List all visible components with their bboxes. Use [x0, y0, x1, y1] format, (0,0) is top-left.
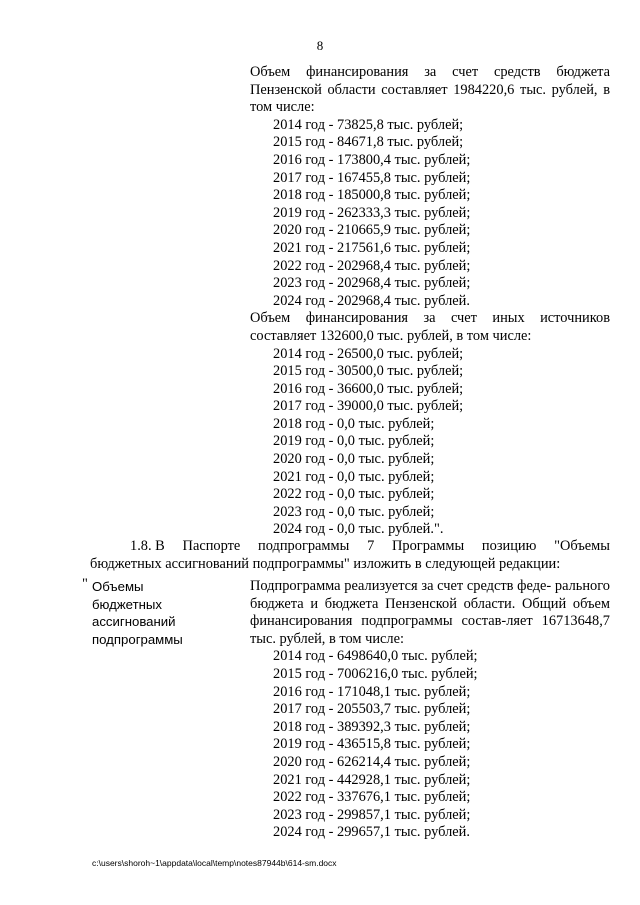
position-label — [92, 578, 232, 648]
subprogram-year-line: 2015 год - 7006216,0 тыс. рублей; — [273, 665, 478, 682]
instruction-line-1 — [90, 538, 610, 556]
budget-year-line: 2024 год - 202968,4 тыс. рублей. — [273, 292, 470, 309]
page-number: 8 — [316, 38, 324, 53]
opening-quote-mark: " — [82, 576, 88, 592]
subprogram-year-line: 2022 год - 337676,1 тыс. рублей; — [273, 789, 471, 806]
other-sources-year-line: 2014 год - 26500,0 тыс. рублей; — [273, 345, 464, 362]
other-sources-year-line: 2020 год - 0,0 тыс. рублей; — [273, 451, 435, 468]
instruction-word: Паспорте — [182, 538, 241, 554]
budget-year-line: 2017 год - 167455,8 тыс. рублей; — [273, 169, 471, 186]
budget-year-line: 2021 год - 217561,6 тыс. рублей; — [273, 239, 471, 256]
subprogram-financing-intro: Подпрограмма реализуется за счет средств феде- рального бюджета и бюджета Пензенской области. Общий объем финансирования подпрограммы состав-ляет 16713648,7 тыс. рублей, в том числе: — [250, 578, 610, 647]
budget-year-line: 2019 год - 262333,3 тыс. рублей; — [273, 204, 471, 221]
subprogram-year-line: 2018 год - 389392,3 тыс. рублей; — [273, 718, 471, 735]
amendment-instruction — [90, 538, 610, 573]
subprogram-year-line: 2023 год - 299857,1 тыс. рублей; — [273, 806, 471, 823]
position-label-line: Объемы — [92, 579, 144, 594]
subprogram-year-line: 2019 год - 436515,8 тыс. рублей; — [273, 736, 471, 753]
budget-year-line: 2015 год - 84671,8 тыс. рублей; — [273, 134, 464, 151]
instruction-word: "Объемы — [554, 538, 610, 554]
instruction-word: 1.8. В — [130, 538, 165, 554]
position-label-line: подпрограммы — [92, 631, 183, 647]
subprogram-financing-block — [250, 578, 610, 842]
other-sources-year-line: 2016 год - 36600,0 тыс. рублей; — [273, 380, 464, 397]
subprogram-year-line: 2024 год - 299657,1 тыс. рублей. — [273, 824, 470, 841]
other-sources-year-line: 2017 год - 39000,0 тыс. рублей; — [273, 398, 464, 415]
subprogram-year-line: 2017 год - 205503,7 тыс. рублей; — [273, 701, 471, 718]
other-sources-years-list — [250, 346, 610, 540]
budget-year-line: 2023 год - 202968,4 тыс. рублей; — [273, 275, 471, 292]
position-label-line: бюджетных — [92, 596, 162, 612]
position-label-line: ассигнований — [92, 614, 176, 630]
budget-financing-block — [250, 64, 610, 539]
budget-financing-intro: Объем финансирования за счет средств бюджета Пензенской области составляет 1984220,6 тыс. рублей, в том числе: — [250, 64, 610, 116]
subprogram-year-line: 2021 год - 442928,1 тыс. рублей; — [273, 771, 471, 788]
budget-year-line: 2016 год - 173800,4 тыс. рублей; — [273, 151, 471, 168]
instruction-word: 7 — [367, 538, 375, 554]
instruction-word: Программы — [392, 538, 465, 554]
other-sources-year-line: 2019 год - 0,0 тыс. рублей; — [273, 433, 435, 450]
other-sources-year-line: 2024 год - 0,0 тыс. рублей.". — [273, 521, 444, 538]
budget-year-line: 2020 год - 210665,9 тыс. рублей; — [273, 222, 471, 239]
instruction-line-2: бюджетных ассигнований подпрограммы" изложить в следующей редакции: — [90, 555, 561, 572]
subprogram-years-list — [250, 648, 610, 842]
subprogram-year-line: 2014 год - 6498640,0 тыс. рублей; — [273, 648, 478, 665]
budget-year-line: 2018 год - 185000,8 тыс. рублей; — [273, 187, 471, 204]
other-sources-year-line: 2015 год - 30500,0 тыс. рублей; — [273, 363, 464, 380]
budget-year-line: 2022 год - 202968,4 тыс. рублей; — [273, 257, 471, 274]
subprogram-year-line: 2016 год - 171048,1 тыс. рублей; — [273, 683, 471, 700]
instruction-word: подпрограммы — [258, 538, 350, 554]
other-sources-year-line: 2021 год - 0,0 тыс. рублей; — [273, 468, 435, 485]
other-sources-intro: Объем финансирования за счет иных источников составляет 132600,0 тыс. рублей, в том числе: — [250, 310, 610, 344]
budget-years-list — [250, 117, 610, 311]
footer-file-path: c:\users\shoroh~1\appdata\local\temp\notes87944b\614-sm.docx — [92, 858, 337, 868]
instruction-word: позицию — [481, 538, 537, 554]
subprogram-year-line: 2020 год - 626214,4 тыс. рублей; — [273, 753, 471, 770]
other-sources-year-line: 2023 год - 0,0 тыс. рублей; — [273, 503, 435, 520]
budget-year-line: 2014 год - 73825,8 тыс. рублей; — [273, 116, 464, 133]
other-sources-year-line: 2018 год - 0,0 тыс. рублей; — [273, 415, 435, 432]
other-sources-year-line: 2022 год - 0,0 тыс. рублей; — [273, 486, 435, 503]
